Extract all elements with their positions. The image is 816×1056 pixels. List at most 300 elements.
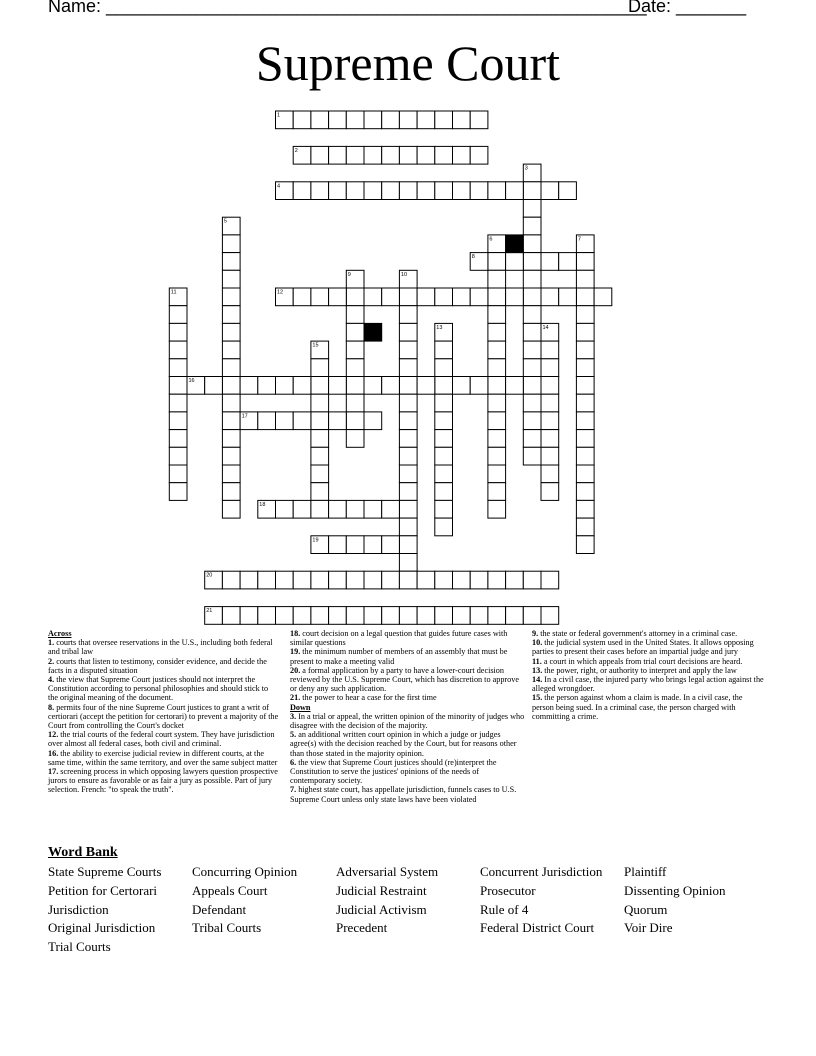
crossword-cell[interactable] [346,146,364,164]
crossword-cell[interactable] [523,235,541,253]
crossword-cell[interactable] [541,359,559,377]
crossword-cell[interactable] [435,377,453,395]
crossword-cell[interactable] [576,394,594,412]
crossword-cell[interactable] [470,111,488,129]
crossword-cell[interactable] [399,465,417,483]
crossword-cell[interactable] [169,465,187,483]
crossword-cell[interactable] [240,377,258,395]
crossword-cell[interactable] [293,377,311,395]
date-line[interactable]: Date: _______ [628,0,747,16]
crossword-cell[interactable] [364,500,382,518]
crossword-cell[interactable] [541,253,559,271]
crossword-cell[interactable] [576,359,594,377]
crossword-cell[interactable] [541,394,559,412]
crossword-cell[interactable] [399,483,417,501]
crossword-cell[interactable] [169,323,187,341]
crossword-cell[interactable] [382,288,400,306]
clue-number-label: 8. [48,702,55,712]
crossword-cell[interactable] [399,146,417,164]
crossword-cell[interactable] [506,607,524,625]
crossword-cell[interactable] [311,483,329,501]
clue-number: 3 [524,165,528,172]
crossword-cell[interactable] [435,447,453,465]
crossword-cell[interactable] [346,430,364,448]
crossword-cell[interactable] [523,306,541,324]
crossword-cell[interactable] [541,288,559,306]
crossword-cell[interactable] [435,182,453,200]
crossword-cell[interactable] [559,253,577,271]
crossword-cell[interactable] [453,607,471,625]
crossword-cell[interactable] [435,111,453,129]
crossword-cell[interactable] [576,500,594,518]
clue-number-label: 7. [290,785,297,795]
clue [290,693,526,702]
crossword-cell[interactable] [346,288,364,306]
crossword-cell[interactable] [399,412,417,430]
crossword-cell[interactable] [488,607,506,625]
crossword-cell[interactable] [488,447,506,465]
clue-number: 21 [206,608,213,615]
crossword-cell[interactable] [417,111,435,129]
crossword-cell[interactable] [364,111,382,129]
crossword-cell[interactable] [311,377,329,395]
crossword-cell[interactable] [346,412,364,430]
crossword-cell[interactable] [399,536,417,554]
clue [532,666,764,675]
crossword-cell[interactable] [364,288,382,306]
clue [290,647,526,665]
clue-number-label: 5. [290,730,297,740]
crossword-cell[interactable] [346,111,364,129]
crossword-cell[interactable] [276,607,294,625]
crossword-cell[interactable] [506,571,524,589]
crossword-cell[interactable] [523,430,541,448]
crossword-cell[interactable] [417,377,435,395]
crossword-cell[interactable] [293,111,311,129]
crossword-cell[interactable] [541,483,559,501]
crossword-cell[interactable] [169,359,187,377]
crossword-cell[interactable] [559,288,577,306]
crossword-cell[interactable] [240,607,258,625]
crossword-cell[interactable] [523,359,541,377]
clue-section-heading: Across [48,629,72,638]
crossword-cell[interactable] [470,182,488,200]
crossword-cell[interactable] [523,200,541,218]
crossword-cell[interactable] [576,430,594,448]
crossword-cell[interactable] [470,146,488,164]
crossword-cell[interactable] [541,182,559,200]
crossword-cell[interactable] [488,394,506,412]
crossword-cell[interactable] [488,571,506,589]
crossword-cell[interactable] [470,607,488,625]
crossword-cell[interactable] [364,182,382,200]
crossword-cell[interactable] [576,518,594,536]
crossword-cell[interactable] [364,536,382,554]
crossword-cell[interactable] [311,111,329,129]
clue-number-label: 11. [532,656,542,666]
crossword-cell[interactable] [417,607,435,625]
crossword-cell[interactable] [311,359,329,377]
crossword-cell[interactable] [541,377,559,395]
crossword-cell[interactable] [576,306,594,324]
crossword-cell[interactable] [346,536,364,554]
crossword-cell[interactable] [346,182,364,200]
crossword-cell[interactable] [222,288,240,306]
clue-number: 18 [259,501,266,508]
crossword-cell[interactable] [311,607,329,625]
clue [48,703,280,731]
crossword-cell[interactable] [435,500,453,518]
crossword-cell[interactable] [523,412,541,430]
crossword-cell[interactable] [382,111,400,129]
crossword-cell[interactable] [417,571,435,589]
crossword-cell[interactable] [435,288,453,306]
crossword-cell[interactable] [523,182,541,200]
crossword-cell[interactable] [523,377,541,395]
crossword-cell[interactable] [293,288,311,306]
crossword-cell[interactable] [222,341,240,359]
crossword-cell[interactable] [576,412,594,430]
crossword-cell[interactable] [222,483,240,501]
crossword-cell[interactable] [329,571,347,589]
clue-number-label: 13. [532,665,543,675]
crossword-cell[interactable] [453,111,471,129]
crossword-cell[interactable] [506,253,524,271]
word-bank-item: Rule of 4 [480,901,529,917]
crossword-cell[interactable] [311,465,329,483]
crossword-cell[interactable] [453,182,471,200]
crossword-cell[interactable] [488,306,506,324]
crossword-cell[interactable] [488,359,506,377]
crossword-cell[interactable] [293,571,311,589]
crossword-cell[interactable] [488,377,506,395]
crossword-cell[interactable] [169,306,187,324]
crossword-cell[interactable] [222,607,240,625]
crossword-cell[interactable] [169,341,187,359]
crossword-cell[interactable] [222,306,240,324]
crossword-cell[interactable] [258,412,276,430]
crossword-cell[interactable] [169,394,187,412]
crossword-cell[interactable] [329,288,347,306]
crossword-cell[interactable] [222,270,240,288]
clue-text: an additional written court opinion in which a judge or judges agree(s) with the decision reached by the Court, but for reasons other than those stated in the majority opinion. [290,730,517,758]
crossword-cell[interactable] [382,182,400,200]
crossword-cell[interactable] [169,430,187,448]
crossword-cell[interactable] [311,571,329,589]
black-cell [364,323,382,341]
clue-number: 17 [241,413,248,420]
clue-text: permits four of the nine Supreme Court justices to grant a writ of certiorari (accept the petition for certorari) to prevent a majority of the Court from controlling the Court's docket [48,702,279,731]
crossword-cell[interactable] [258,377,276,395]
name-line[interactable]: Name: ______________________________________________________ [48,0,647,16]
clue-number: 8 [471,254,475,261]
crossword-cell[interactable] [329,536,347,554]
crossword-cell[interactable] [399,518,417,536]
crossword-cell[interactable] [346,377,364,395]
crossword-cell[interactable] [541,430,559,448]
crossword-cell[interactable] [222,323,240,341]
crossword-cell[interactable] [382,146,400,164]
crossword-cell[interactable] [346,323,364,341]
crossword-cell[interactable] [346,607,364,625]
crossword-cell[interactable] [276,412,294,430]
crossword-cell[interactable] [399,359,417,377]
crossword-cell[interactable] [523,607,541,625]
crossword-cell[interactable] [382,607,400,625]
crossword-cell[interactable] [222,235,240,253]
crossword-cell[interactable] [435,394,453,412]
crossword-cell[interactable] [329,111,347,129]
crossword-cell[interactable] [576,253,594,271]
crossword-cell[interactable] [488,430,506,448]
crossword-cell[interactable] [346,306,364,324]
clue-text: the trial courts of the federal court system. They have jurisdiction over almost all federal cases, both civil and criminal. [48,730,275,749]
crossword-cell[interactable] [435,430,453,448]
clue-number: 15 [312,342,319,349]
crossword-cell[interactable] [470,377,488,395]
clue-number: 11 [170,289,177,296]
crossword-cell[interactable] [488,270,506,288]
crossword-cell[interactable] [576,270,594,288]
crossword-cell[interactable] [506,377,524,395]
crossword-cell[interactable] [488,341,506,359]
crossword-cell[interactable] [222,359,240,377]
crossword-cell[interactable] [329,146,347,164]
crossword-cell[interactable] [435,412,453,430]
crossword-cell[interactable] [541,447,559,465]
crossword-cell[interactable] [417,288,435,306]
clue [532,657,764,666]
crossword-cell[interactable] [435,518,453,536]
crossword-cell[interactable] [576,536,594,554]
crossword-cell[interactable] [329,500,347,518]
crossword-cell[interactable] [399,341,417,359]
clue-text: the view that Supreme Court justices should (re)interpret the Constitution to serve the justices' opinions of the needs of contemporary society. [290,757,497,786]
crossword-cell[interactable] [276,377,294,395]
crossword-cell[interactable] [488,323,506,341]
crossword-cell[interactable] [523,270,541,288]
crossword-cell[interactable] [311,182,329,200]
crossword-cell[interactable] [576,323,594,341]
crossword-cell[interactable] [523,571,541,589]
crossword-cell[interactable] [576,465,594,483]
page-title: Supreme Court [255,35,561,91]
crossword-cell[interactable] [311,288,329,306]
clue-number: 10 [400,271,408,278]
crossword-cell[interactable] [364,412,382,430]
clue-text: highest state court, has appellate jurisdiction, funnels cases to U.S. Supreme Court unless only state laws have been violated [290,785,517,804]
crossword-cell[interactable] [541,571,559,589]
crossword-cell[interactable] [293,500,311,518]
word-bank-item: Federal District Court [480,920,595,936]
word-bank-item: Judicial Activism [336,901,427,917]
crossword-cell[interactable] [559,182,577,200]
crossword-cell[interactable] [541,341,559,359]
crossword-cell[interactable] [435,146,453,164]
crossword-cell[interactable] [364,607,382,625]
clue-number-label: 19. [290,647,301,657]
crossword-cell[interactable] [329,377,347,395]
crossword-cell[interactable] [346,394,364,412]
crossword-cell[interactable] [346,341,364,359]
crossword-cell[interactable] [488,483,506,501]
crossword-cell[interactable] [399,377,417,395]
word-bank-item: Tribal Courts [192,920,262,936]
crossword-cell[interactable] [346,571,364,589]
word-bank-item: State Supreme Courts [48,864,162,879]
crossword-cell[interactable] [417,146,435,164]
crossword-cell[interactable] [222,571,240,589]
clue [532,693,764,721]
clue-number-label: 10. [532,638,543,648]
crossword-cell[interactable] [576,377,594,395]
crossword-cell[interactable] [169,412,187,430]
crossword-cell[interactable] [258,607,276,625]
crossword-cell[interactable] [382,500,400,518]
crossword-cell[interactable] [488,182,506,200]
crossword-cell[interactable] [311,394,329,412]
crossword-cell[interactable] [435,607,453,625]
crossword-cell[interactable] [399,394,417,412]
crossword-cell[interactable] [576,288,594,306]
word-bank-item: Concurrent Jurisdiction [480,864,603,879]
crossword-cell[interactable] [364,146,382,164]
crossword-cell[interactable] [576,483,594,501]
clue-number: 2 [294,147,298,154]
crossword-cell[interactable] [346,359,364,377]
crossword-cell[interactable] [329,182,347,200]
crossword-cell[interactable] [382,536,400,554]
crossword-cell[interactable] [382,571,400,589]
crossword-cell[interactable] [222,412,240,430]
crossword-cell[interactable] [293,182,311,200]
crossword-cell[interactable] [364,571,382,589]
word-bank-item: Appeals Court [192,882,268,898]
clue-number-label: 6. [290,757,297,767]
crossword-cell[interactable] [311,500,329,518]
crossword-cell[interactable] [435,465,453,483]
crossword-cell[interactable] [329,607,347,625]
crossword-cell[interactable] [258,571,276,589]
crossword-cell[interactable] [470,288,488,306]
crossword-cell[interactable] [506,288,524,306]
crossword-cell[interactable] [346,500,364,518]
crossword-cell[interactable] [382,377,400,395]
crossword-cell[interactable] [399,500,417,518]
crossword-cell[interactable] [399,447,417,465]
crossword-cell[interactable] [488,253,506,271]
crossword-cell[interactable] [399,306,417,324]
crossword-cell[interactable] [453,571,471,589]
crossword-cell[interactable] [311,430,329,448]
crossword-cell[interactable] [594,288,612,306]
crossword-cell[interactable] [240,571,258,589]
crossword-cell[interactable] [523,288,541,306]
black-cell [506,235,524,253]
crossword-cell[interactable] [541,607,559,625]
crossword-cell[interactable] [364,377,382,395]
crossword-cell[interactable] [222,253,240,271]
clue-text: the ability to exercise judicial review in different courts, at the same time, within the same territory, and over the same subject matter [48,748,278,767]
crossword-cell[interactable] [399,571,417,589]
crossword-cell[interactable] [222,394,240,412]
crossword-cell[interactable] [169,483,187,501]
crossword-cell[interactable] [311,146,329,164]
crossword-cell[interactable] [453,288,471,306]
crossword-cell[interactable] [541,412,559,430]
crossword-cell[interactable] [576,341,594,359]
crossword-cell[interactable] [169,447,187,465]
clue-number: 7 [577,236,581,243]
crossword-cell[interactable] [276,571,294,589]
crossword-cell[interactable] [453,146,471,164]
crossword-cell[interactable] [435,359,453,377]
crossword-cell[interactable] [222,500,240,518]
crossword-cell[interactable] [399,607,417,625]
crossword-cell[interactable] [523,323,541,341]
crossword-cell[interactable] [488,465,506,483]
clue-number: 5 [223,218,227,225]
clue-text: the view that Supreme Court justices should not interpret the Constitution according to personal philosophies and should stick to the original meaning of the document. [48,675,269,703]
crossword-cell[interactable] [293,412,311,430]
crossword-cell[interactable] [399,182,417,200]
crossword-cell[interactable] [222,465,240,483]
crossword-cell[interactable] [435,571,453,589]
crossword-cell[interactable] [523,447,541,465]
clue [48,730,280,748]
word-bank-item: Trial Courts [48,939,111,955]
crossword-cell[interactable] [399,554,417,572]
crossword-cell[interactable] [293,607,311,625]
word-bank-item: Plaintiff [624,864,667,879]
crossword-cell[interactable] [276,500,294,518]
crossword-cell[interactable] [523,341,541,359]
crossword-cell[interactable] [453,377,471,395]
crossword-cell[interactable] [523,394,541,412]
crossword-cell[interactable] [541,465,559,483]
crossword-cell[interactable] [399,323,417,341]
crossword-cell[interactable] [311,412,329,430]
crossword-cell[interactable] [435,483,453,501]
word-bank-item: Judicial Restraint [336,882,427,898]
clue-text: the judicial system used in the United States. It allows opposing parties to present their cases before an impartial judge and jury [532,638,754,657]
clue-number-label: 14. [532,675,543,685]
crossword-cell[interactable] [222,377,240,395]
crossword-cell[interactable] [222,447,240,465]
crossword-cell[interactable] [488,500,506,518]
crossword-cell[interactable] [399,430,417,448]
word-bank-item: Defendant [192,901,247,917]
crossword-cell[interactable] [311,447,329,465]
crossword-cell[interactable] [488,288,506,306]
clue [532,675,764,693]
crossword-cell[interactable] [576,447,594,465]
crossword-cell[interactable] [470,571,488,589]
crossword-cell[interactable] [435,341,453,359]
crossword-cell[interactable] [222,430,240,448]
crossword-cell[interactable] [399,111,417,129]
crossword-cell[interactable] [506,182,524,200]
clue-section-heading: Down [290,702,311,712]
crossword-cell[interactable] [169,377,187,395]
crossword-cell[interactable] [523,253,541,271]
crossword-cell[interactable] [488,412,506,430]
crossword-cell[interactable] [205,377,223,395]
crossword-cell[interactable] [329,412,347,430]
crossword-cell[interactable] [523,217,541,235]
crossword-cell[interactable] [417,182,435,200]
crossword-cell[interactable] [399,288,417,306]
